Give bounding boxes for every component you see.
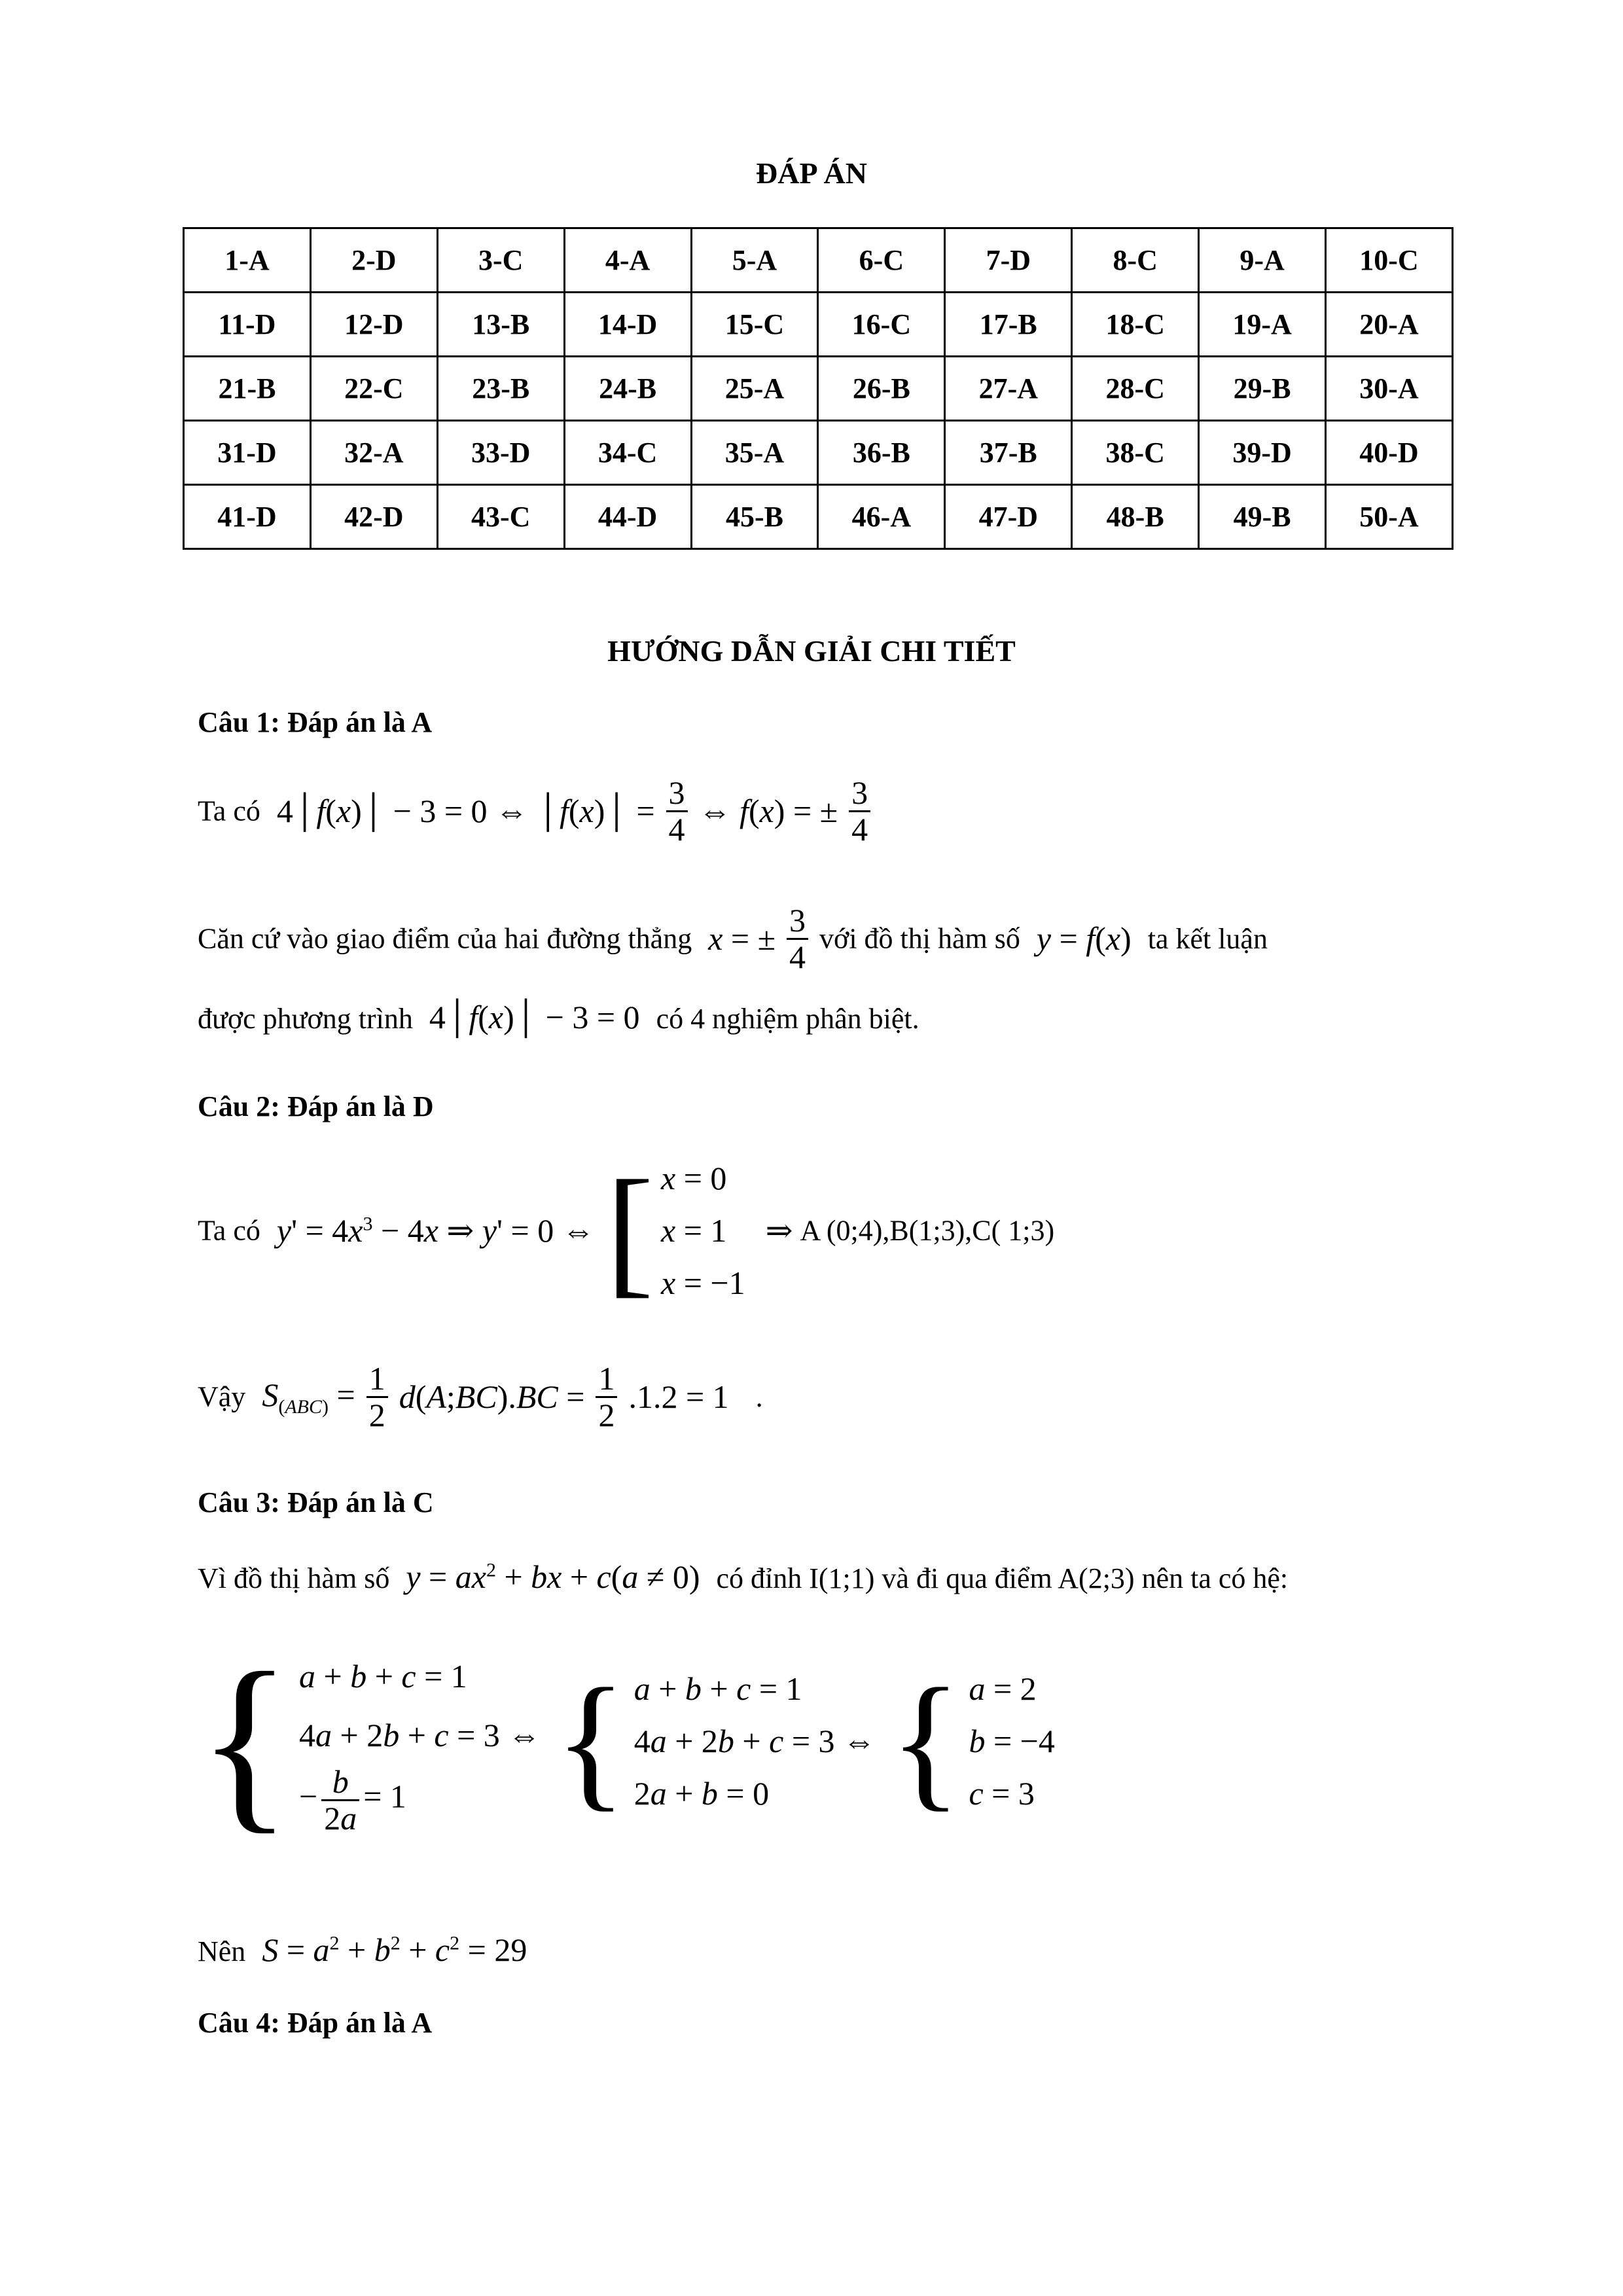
- answer-cell: 40-D: [1326, 421, 1453, 485]
- answer-cell: 33-D: [437, 421, 564, 485]
- q4-heading: Câu 4: Đáp án là A: [198, 2007, 433, 2039]
- answer-row: [184, 357, 1453, 421]
- q2-derivative-line: Ta có $y' = 4x^3 - 4x$ ⇒ y' = 0 ⇔ [ x = 0 x = 1 x = −1 ⇒ A (0;4),B(1;3),C( 1;3): [198, 1151, 1055, 1310]
- answer-cell: 21-B: [184, 357, 311, 421]
- answer-cell: 6-C: [818, 228, 945, 293]
- answer-cell: 5-A: [691, 228, 818, 293]
- answer-row: [184, 421, 1453, 485]
- answer-cell: 49-B: [1199, 485, 1326, 549]
- answer-cell: 7-D: [945, 228, 1072, 293]
- answer-cell: 38-C: [1072, 421, 1199, 485]
- answer-row: [184, 485, 1453, 549]
- q1-equation-line: Ta có 4│f(x)│ − 3 = 0 ⇔ │f(x)│ = $\frac{3}{4}$ ⇔ f(x) = ± $\frac{3}{4}$: [198, 776, 874, 854]
- answer-cell: 2-D: [310, 228, 437, 293]
- answer-cell: 30-A: [1326, 357, 1453, 421]
- answer-cell: 3-C: [437, 228, 564, 293]
- answer-cell: 12-D: [310, 293, 437, 357]
- answer-cell: 39-D: [1199, 421, 1326, 485]
- answer-cell: 4-A: [564, 228, 691, 293]
- answer-cell: 36-B: [818, 421, 945, 485]
- answer-cell: 34-C: [564, 421, 691, 485]
- answer-cell: 1-A: [184, 228, 311, 293]
- q3-intro-line: Vì đồ thị hàm số $y = ax^2$ + bx + c(a ≠ 0) có đỉnh I(1;1) và đi qua điểm A(2;3) nên ta có hệ:: [198, 1558, 1289, 1595]
- answer-cell: 46-A: [818, 485, 945, 549]
- answer-cell: 48-B: [1072, 485, 1199, 549]
- answer-cell: 19-A: [1199, 293, 1326, 357]
- answer-cell: 41-D: [184, 485, 311, 549]
- q1-line3: được phương trình 4│f(x)│ − 3 = 0 có 4 nghiệm phân biệt.: [198, 999, 919, 1035]
- answer-cell: 18-C: [1072, 293, 1199, 357]
- answer-cell: 35-A: [691, 421, 818, 485]
- answer-row: [184, 293, 1453, 357]
- answer-cell: 42-D: [310, 485, 437, 549]
- answer-row: [184, 228, 1453, 293]
- q1-line2: Căn cứ vào giao điểm của hai đường thẳng x = ± $\frac{3}{4}$ với đồ thị hàm số y = f(x) ta kết luận: [198, 902, 1268, 975]
- answer-cell: 27-A: [945, 357, 1072, 421]
- answer-cell: 17-B: [945, 293, 1072, 357]
- answer-cell: 10-C: [1326, 228, 1453, 293]
- answer-cell: 26-B: [818, 357, 945, 421]
- q2-heading: Câu 2: Đáp án là D: [198, 1090, 434, 1122]
- answer-cell: 29-B: [1199, 357, 1326, 421]
- answer-cell: 28-C: [1072, 357, 1199, 421]
- answer-table: [183, 227, 1454, 550]
- q3-heading: Câu 3: Đáp án là C: [198, 1486, 434, 1518]
- answer-cell: 37-B: [945, 421, 1072, 485]
- answer-cell: 20-A: [1326, 293, 1453, 357]
- q3-system: { a + b + c = 1 4a + 2b + c = 3 ⇔ − $\frac{b}{2a}$ = 1 { a + b + c = 1 4a + 2b + c = 3 ⇔ 2a + b = 0 { a = 2 b = −4 c = 3: [198, 1632, 1055, 1850]
- answer-cell: 47-D: [945, 485, 1072, 549]
- answer-cell: 32-A: [310, 421, 437, 485]
- answer-cell: 13-B: [437, 293, 564, 357]
- answer-cell: 25-A: [691, 357, 818, 421]
- answer-cell: 31-D: [184, 421, 311, 485]
- answer-cell: 11-D: [184, 293, 311, 357]
- answer-cell: 45-B: [691, 485, 818, 549]
- answer-cell: 23-B: [437, 357, 564, 421]
- answer-cell: 43-C: [437, 485, 564, 549]
- answer-cell: 24-B: [564, 357, 691, 421]
- q2-points: A (0;4),B(1;3),C( 1;3): [800, 1214, 1055, 1247]
- answer-cell: 9-A: [1199, 228, 1326, 293]
- q1-heading: Câu 1: Đáp án là A: [198, 706, 433, 738]
- answer-cell: 8-C: [1072, 228, 1199, 293]
- answer-cell: 15-C: [691, 293, 818, 357]
- q2-area-line: Vậy $S_{(ABC)}$ = $\frac{1}{2}$ d(A;BC).BC = $\frac{1}{2}$ .1.2 = 1 .: [198, 1360, 763, 1433]
- section-title: HƯỚNG DẪN GIẢI CHI TIẾT: [607, 634, 1016, 668]
- answer-cell: 44-D: [564, 485, 691, 549]
- q3-result-line: Nên $S = a^2 + b^2 + c^2 = 29$: [198, 1931, 527, 1968]
- answer-key-title: ĐÁP ÁN: [756, 156, 867, 190]
- answer-cell: 14-D: [564, 293, 691, 357]
- answer-cell: 50-A: [1326, 485, 1453, 549]
- answer-cell: 22-C: [310, 357, 437, 421]
- answer-cell: 16-C: [818, 293, 945, 357]
